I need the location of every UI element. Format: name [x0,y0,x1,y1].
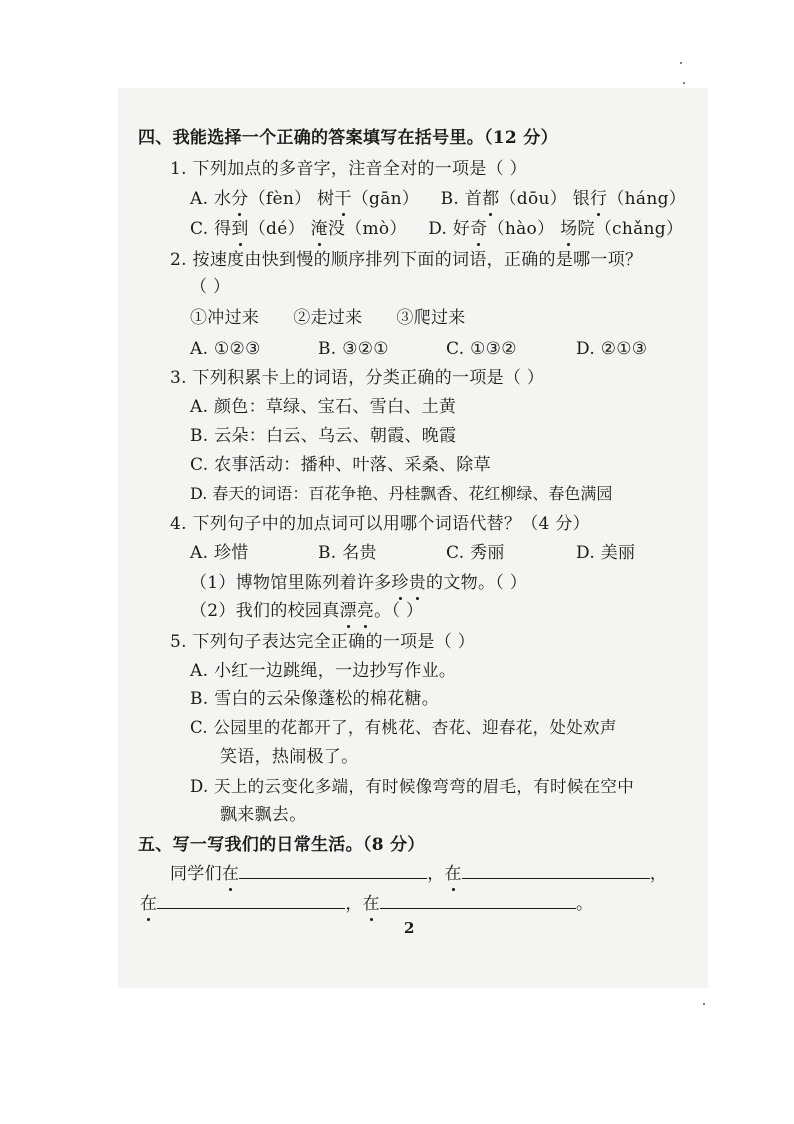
answer-blank[interactable] [157,892,345,909]
answer-blank[interactable] [462,862,650,879]
q5-option-c-line2: 笑语，热闹极了。 [220,747,359,767]
sec5-line-2: 在 ，在 。 [140,894,594,914]
q2-option-b: B. ③②① [318,339,389,359]
q5-option-d-line1: D. 天上的云变化多端，有时候像弯弯的眉毛，有时候在空中 [190,777,635,796]
q3-option-c: C. 农事活动：播种、叶落、采桑、除草 [190,455,491,475]
q3-option-a: A. 颜色：草绿、宝石、雪白、土黄 [190,397,457,417]
scan-speck [680,62,682,64]
q2-option-c: C. ①③② [446,339,517,359]
q2-item: ③爬过来 [396,308,466,328]
q2-item: ①冲过来 [190,308,260,328]
scan-speck [703,1003,705,1005]
section-4-title: 四、我能选择一个正确的答案填写在括号里。（12 分） [138,128,558,148]
q3-stem: 3. 下列积累卡上的词语，分类正确的一项是（ ） [170,368,545,388]
q5-stem: 5. 下列句子表达完全正确的一项是（ ） [170,632,476,652]
q1-row-cd [190,218,683,240]
q1-row-ab [190,188,686,210]
q1-option-c: C. 得到（dé） 淹没（mò） [190,219,407,239]
q1-option-a: A. 水分（fèn） 树干（gān） [190,189,420,209]
answer-blank[interactable] [239,862,427,879]
q5-option-d-line2: 飘来飘去。 [220,805,307,825]
q2-stem: 2. 按速度由快到慢的顺序排列下面的词语，正确的是哪一项？ [170,250,643,270]
q4-option-c: C. 秀丽 [446,543,505,563]
q2-option-d: D. ②①③ [576,339,648,359]
q3-option-d: D. 春天的词语：百花争艳、丹桂飘香、花红柳绿、春色满园 [190,484,613,503]
q4-sentence-1: （1）博物馆里陈列着许多珍贵的文物。（ ） [190,573,528,593]
q4-stem: 4. 下列句子中的加点词可以用哪个词语代替？（4 分） [170,514,590,534]
q1-option-b: B. 首都（dōu） 银行（háng） [440,189,687,209]
q2-answer-paren: （ ） [190,277,231,297]
q5-option-c-line1: C. 公园里的花都开了，有桃花、杏花、迎春花，处处欢声 [190,718,617,737]
q1-stem: 1. 下列加点的多音字，注音全对的一项是（ ） [170,159,527,179]
scan-speck [683,82,685,84]
section-5-title: 五、写一写我们的日常生活。（8 分） [138,835,425,855]
q4-option-d: D. 美丽 [576,543,636,563]
q4-option-b: B. 名贵 [318,543,377,563]
sec5-line-1: 同学们在 ，在 ， [170,864,668,884]
answer-blank[interactable] [380,892,576,909]
q3-option-b: B. 云朵：白云、乌云、朝霞、晚霞 [190,426,457,446]
q1-option-d: D. 好奇（hào） 场院（chǎng） [428,219,684,239]
page-number: 2 [404,919,415,937]
q4-sentence-2: （2）我们的校园真漂亮。（ ） [190,601,424,621]
q2-items [190,307,466,329]
q2-item: ②走过来 [293,308,363,328]
q4-option-a: A. 珍惜 [190,543,249,563]
q2-option-a: A. ①②③ [190,339,261,359]
q5-option-a: A. 小红一边跳绳，一边抄写作业。 [190,661,457,681]
q5-option-b: B. 雪白的云朵像蓬松的棉花糖。 [190,689,440,709]
